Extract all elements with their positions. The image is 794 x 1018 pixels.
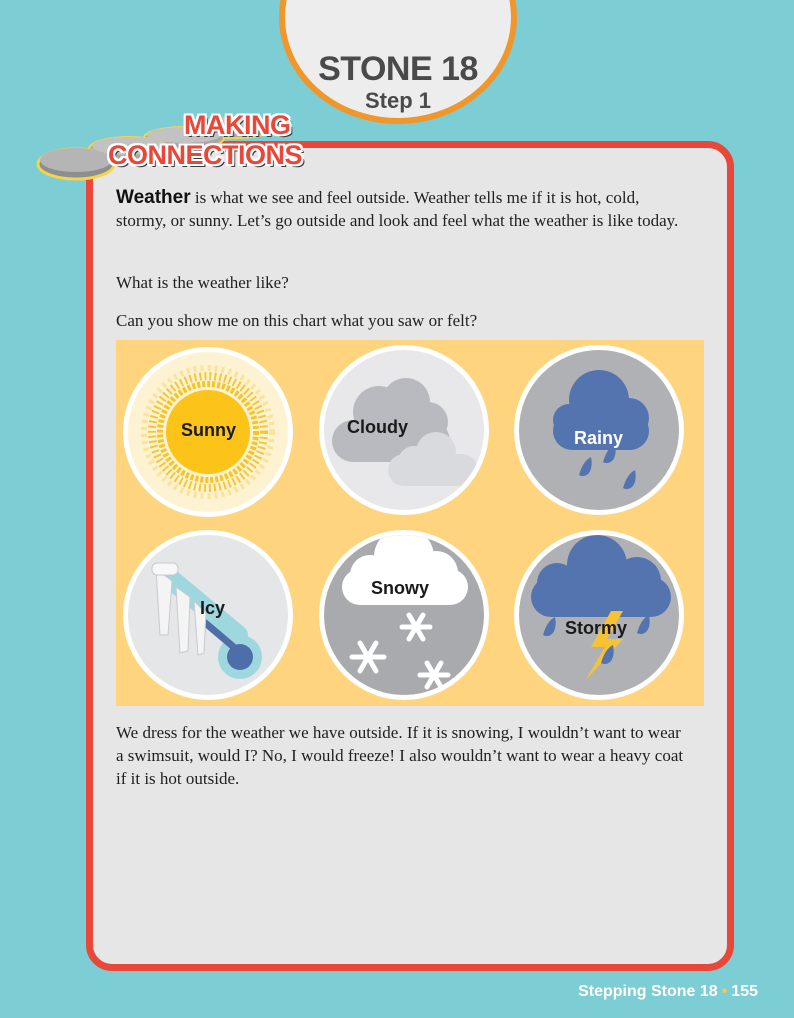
- snow-cloud-icon: [324, 535, 484, 695]
- making-connections-logo: [34, 104, 324, 194]
- weather-snowy[interactable]: [319, 530, 489, 700]
- closing-paragraph: We dress for the weather we have outside. If it is snowing, I wouldn’t want to wear a swimsuit, would I? No, I would freeze! I also wouldn’t want to wear a heavy coat if it is hot outside.: [116, 723, 684, 788]
- question-weather: What is the weather like?: [116, 273, 289, 292]
- weather-label: Stormy: [565, 618, 628, 638]
- weather-cloudy[interactable]: [319, 345, 489, 515]
- stone-step: Step 1: [364, 88, 432, 113]
- weather-icy[interactable]: [123, 530, 293, 700]
- stone-title: STONE 18: [318, 50, 478, 88]
- page-footer: [578, 983, 758, 1001]
- snowflake-icon: [352, 615, 448, 687]
- page-number: 155: [731, 983, 758, 1000]
- weather-label: Snowy: [371, 578, 430, 598]
- weather-label: Sunny: [181, 420, 237, 440]
- connections-heading: CONNECTIONS: [108, 140, 303, 170]
- weather-stormy[interactable]: [514, 530, 684, 700]
- storm-cloud-icon: [519, 535, 679, 695]
- footer-series: Stepping Stone 18: [578, 983, 718, 1000]
- weather-chart: [116, 340, 704, 706]
- weather-rainy[interactable]: [514, 345, 684, 515]
- intro-lead-word: Weather: [116, 187, 191, 208]
- footer-separator: •: [721, 983, 728, 1000]
- making-heading: MAKING: [184, 110, 291, 140]
- intro-paragraph: [116, 186, 686, 232]
- weather-sunny[interactable]: [123, 347, 293, 517]
- intro-text: is what we see and feel outside. Weather tells me if it is hot, cold, stormy, or sunny. Let’s go outside and look and feel what the weather is like today.: [116, 188, 679, 230]
- weather-label: Rainy: [574, 428, 624, 448]
- question-chart: Can you show me on this chart what you saw or felt?: [116, 311, 478, 330]
- weather-label: Icy: [200, 598, 226, 618]
- weather-label: Cloudy: [347, 417, 408, 437]
